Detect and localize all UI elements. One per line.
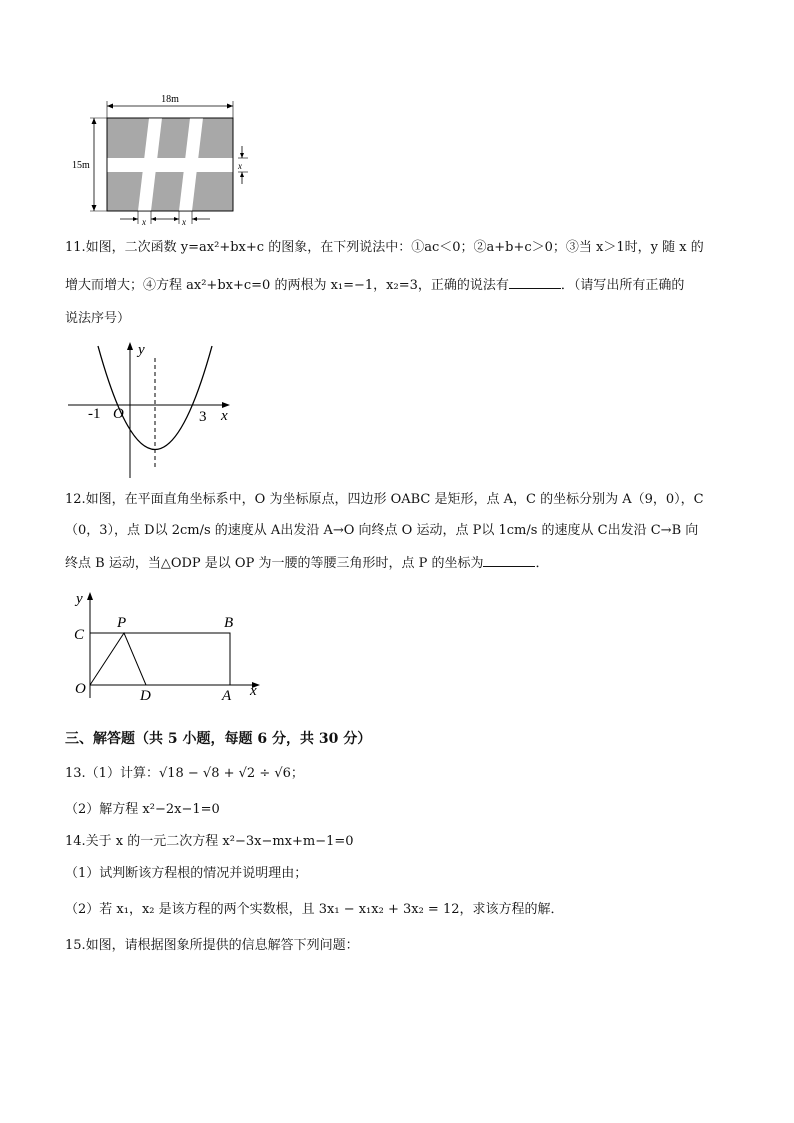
q12-line3-end: ． bbox=[535, 556, 549, 571]
q13-line2: （2）解方程 x²−2x−1=0 bbox=[65, 802, 220, 817]
q11-line2-end: ．（请写出所有正确的 bbox=[560, 278, 685, 293]
y-axis-label: y bbox=[76, 591, 83, 607]
point-B-label: B bbox=[224, 615, 234, 631]
garden-diagram bbox=[70, 88, 260, 228]
bottom-x-label-2: x bbox=[182, 217, 186, 227]
point-O-label: O bbox=[75, 681, 86, 697]
rectangle-diagram bbox=[70, 585, 270, 705]
q11-answer-blank bbox=[509, 276, 561, 289]
rectangle-figure bbox=[70, 585, 270, 705]
q11-line2-start: 增大而增大；④方程 ax²+bx+c=0 的两根为 x₁=−1，x₂=3，正确的说法有 bbox=[65, 278, 509, 293]
q14-line1: 14.关于 x 的一元二次方程 x²−3x−mx+m−1=0 bbox=[65, 834, 354, 849]
point-A-label: A bbox=[222, 688, 232, 704]
rectangle-OABC bbox=[90, 633, 230, 685]
triangle-ODP bbox=[90, 633, 146, 685]
q15-line1: 15.如图，请根据图象所提供的信息解答下列问题： bbox=[65, 938, 359, 953]
x-axis-label: x bbox=[250, 683, 257, 699]
height-label: 15m bbox=[72, 160, 90, 171]
section3-heading: 三、解答题（共 5 小题，每题 6 分，共 30 分） bbox=[65, 731, 372, 747]
q12-line3 bbox=[65, 554, 548, 572]
q12-line1: 12.如图，在平面直角坐标系中，O 为坐标原点，四边形 OABC 是矩形，点 A，C 的坐标分别为 A（9，0），C bbox=[65, 492, 704, 507]
bottom-x-label-1: x bbox=[142, 217, 146, 227]
horizontal-road bbox=[107, 158, 232, 172]
q12-line3-start: 终点 B 运动，当△ODP 是以 OP 为一腰的等腰三角形时，点 P 的坐标为 bbox=[65, 556, 484, 571]
parabola-figure bbox=[66, 338, 236, 483]
width-label: 18m bbox=[161, 94, 179, 105]
parabola-graph bbox=[66, 338, 236, 483]
point-D-label: D bbox=[140, 688, 151, 704]
q11-line2 bbox=[65, 276, 684, 294]
q12-line2: （0，3），点 D以 2cm/s 的速度从 A出发沿 A→O 向终点 O 运动，点 P以 1cm/s 的速度从 C出发沿 C→B 向 bbox=[65, 523, 699, 538]
point-C-label: C bbox=[74, 627, 85, 643]
left-root-label: -1 bbox=[88, 406, 101, 422]
q11-line3: 说法序号） bbox=[65, 311, 131, 326]
garden-figure bbox=[70, 88, 260, 228]
point-P-label: P bbox=[117, 615, 127, 631]
y-axis-label: y bbox=[138, 342, 145, 358]
right-root-label: 3 bbox=[199, 409, 207, 425]
right-x-label: x bbox=[238, 161, 242, 171]
q12-answer-blank bbox=[483, 554, 535, 567]
q13-line1: 13.（1）计算：√18 − √8 + √2 ÷ √6； bbox=[65, 766, 304, 781]
q14-line2: （1）试判断该方程根的情况并说明理由； bbox=[65, 866, 308, 881]
q14-line3: （2）若 x₁，x₂ 是该方程的两个实数根，且 3x₁ − x₁x₂ + 3x₂ = 12，求该方程的解． bbox=[65, 902, 564, 917]
x-axis-label: x bbox=[221, 408, 228, 424]
origin-label: O bbox=[113, 406, 124, 422]
q11-line1: 11.如图，二次函数 y=ax²+bx+c 的图象，在下列说法中：①ac＜0；②a+b+c＞0；③当 x＞1时，y 随 x 的 bbox=[65, 240, 704, 255]
